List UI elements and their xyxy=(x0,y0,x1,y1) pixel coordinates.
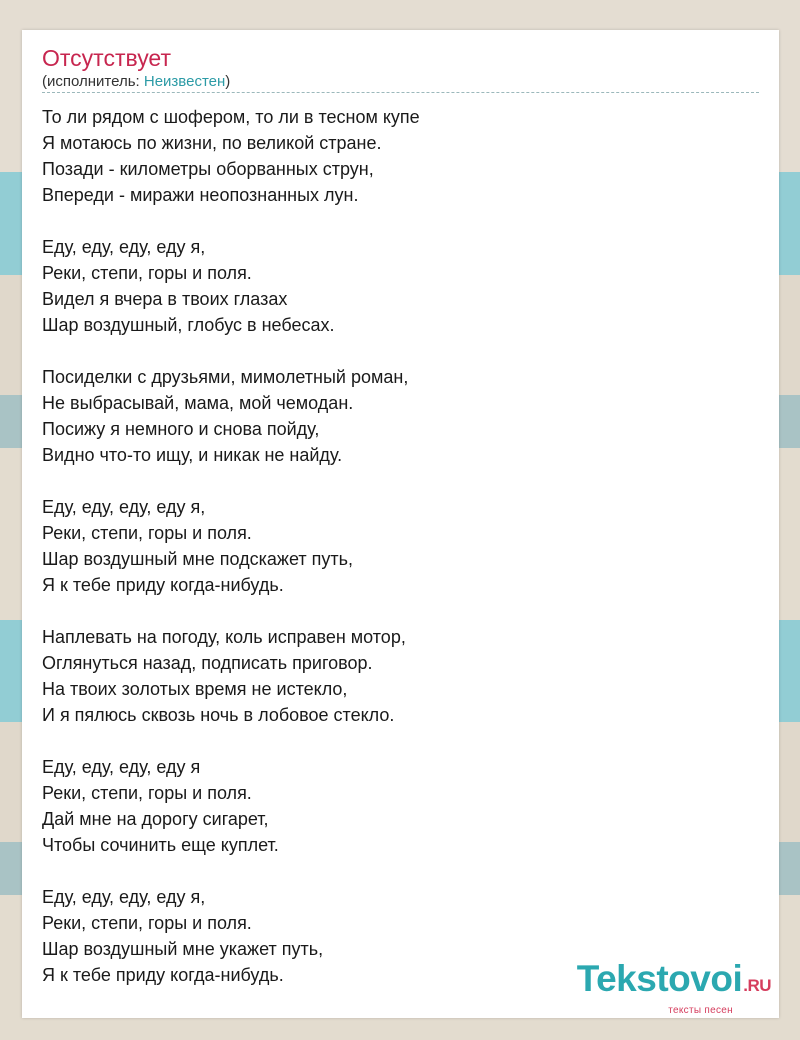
lyric-line: Еду, еду, еду, еду я, xyxy=(42,497,206,517)
song-title: Отсутствует xyxy=(42,45,171,71)
lyric-line: Оглянуться назад, подписать приговор. xyxy=(42,653,373,673)
lyric-line: Наплевать на погоду, коль исправен мотор, xyxy=(42,627,406,647)
lyric-line: То ли рядом с шофером, то ли в тесном купе xyxy=(42,107,420,127)
lyric-line: Я к тебе приду когда-нибудь. xyxy=(42,965,284,985)
lyric-line: Чтобы сочинить еще куплет. xyxy=(42,835,279,855)
lyric-line: Шар воздушный, глобус в небесах. xyxy=(42,315,335,335)
stanza xyxy=(42,624,759,728)
logo-wordmark xyxy=(577,960,771,1005)
lyric-line: Не выбрасывай, мама, мой чемодан. xyxy=(42,393,354,413)
logo-tagline: тексты песен xyxy=(668,1005,733,1016)
lyric-line: Я к тебе приду когда-нибудь. xyxy=(42,575,284,595)
lyrics-body xyxy=(42,104,759,1014)
lyric-line: Посижу я немного и снова пойду, xyxy=(42,419,320,439)
stanza xyxy=(42,494,759,598)
lyric-line: Дай мне на дорогу сигарет, xyxy=(42,809,269,829)
lyric-line: Видел я вчера в твоих глазах xyxy=(42,289,288,309)
lyric-line: Впереди - миражи неопознанных лун. xyxy=(42,185,359,205)
logo-main-text: Tekstovoi xyxy=(576,958,743,999)
title-divider xyxy=(42,92,759,93)
lyric-line: Шар воздушный мне подскажет путь, xyxy=(42,549,353,569)
lyric-line: Посиделки с друзьями, мимолетный роман, xyxy=(42,367,409,387)
artist-link[interactable]: Неизвестен xyxy=(143,73,226,90)
stanza xyxy=(42,234,759,338)
lyric-line: И я пялюсь сквозь ночь в лобовое стекло. xyxy=(42,705,395,725)
lyric-line: Реки, степи, горы и поля. xyxy=(42,783,252,803)
lyric-line: Еду, еду, еду, еду я xyxy=(42,757,201,777)
logo-tld: .RU xyxy=(743,976,771,995)
lyric-line: На твоих золотых время не истекло, xyxy=(42,679,348,699)
artist-prefix: (исполнитель: xyxy=(42,73,144,90)
lyric-line: Я мотаюсь по жизни, по великой стране. xyxy=(42,133,382,153)
stanza xyxy=(42,754,759,858)
lyric-line: Реки, степи, горы и поля. xyxy=(42,523,252,543)
site-logo[interactable] xyxy=(577,960,771,1016)
lyric-line: Еду, еду, еду, еду я, xyxy=(42,237,206,257)
lyric-line: Видно что-то ищу, и никак не найду. xyxy=(42,445,343,465)
lyrics-card xyxy=(22,30,779,1018)
lyric-line: Еду, еду, еду, еду я, xyxy=(42,887,206,907)
stanza xyxy=(42,104,759,208)
lyric-line: Позади - километры оборванных струн, xyxy=(42,159,374,179)
lyric-line: Шар воздушный мне укажет путь, xyxy=(42,939,324,959)
artist-suffix: ) xyxy=(225,73,231,90)
stanza xyxy=(42,364,759,468)
artist-line xyxy=(42,73,230,91)
lyric-line: Реки, степи, горы и поля. xyxy=(42,263,252,283)
lyric-line: Реки, степи, горы и поля. xyxy=(42,913,252,933)
